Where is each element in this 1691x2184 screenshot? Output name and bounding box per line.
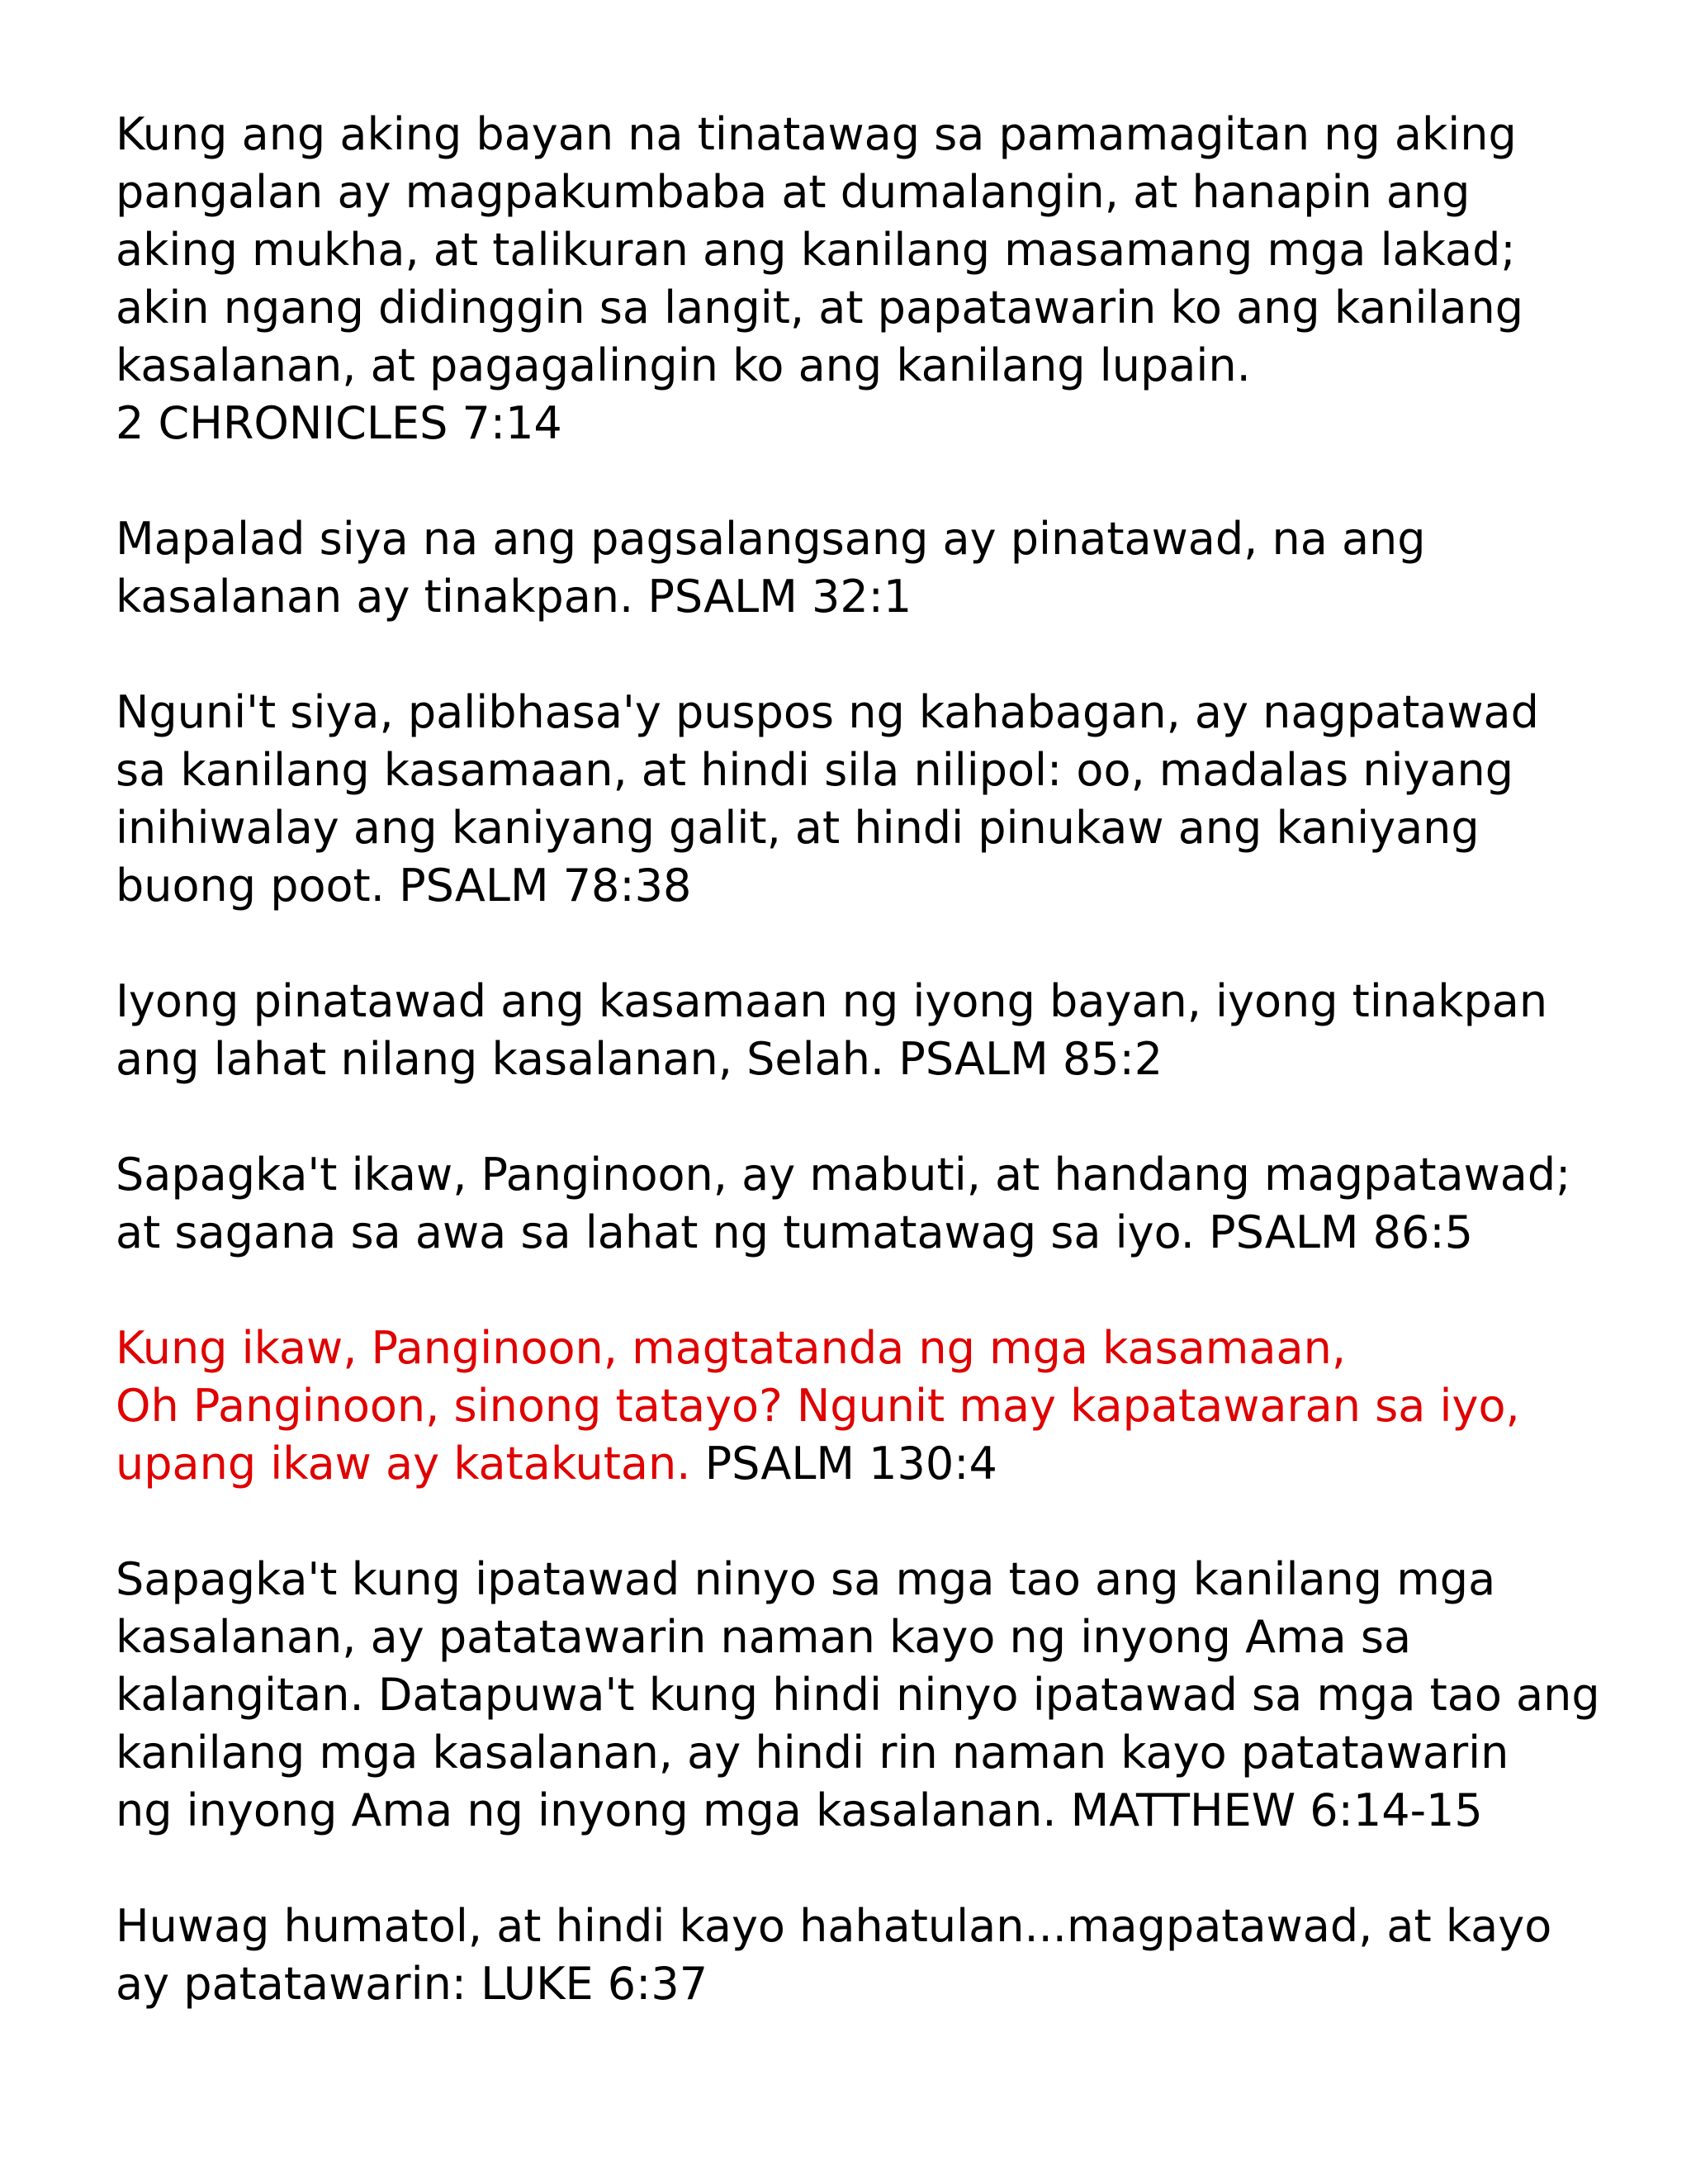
verse-reference: PSALM 85:2 (898, 1033, 1163, 1085)
verse-reference: 2 CHRONICLES 7:14 (116, 397, 562, 449)
verse-line: kasalanan, at pagagalingin ko ang kanilang lupain. (116, 339, 1251, 391)
verse-line: kanilang mga kasalanan, ay hindi rin naman kayo patatawarin (116, 1727, 1509, 1779)
verse-text: ang lahat nilang kasalanan, Selah. (116, 1033, 885, 1085)
verse-text: ng inyong Ama ng inyong mga kasalanan. (116, 1784, 1057, 1836)
verse-passage (116, 684, 1668, 915)
verse-line: akin ngang didinggin sa langit, at papatawarin ko ang kanilang (116, 282, 1524, 334)
verse-line: Huwag humatol, at hindi kayo hahatulan...magpatawad, at kayo (116, 1900, 1552, 1952)
verse-reference: PSALM 32:1 (647, 571, 912, 623)
verse-line: kasalanan, ay patatawarin naman kayo ng inyong Ama sa (116, 1611, 1412, 1663)
verse-text: ay patatawarin: (116, 1958, 467, 2010)
verse-reference: PSALM 86:5 (1209, 1206, 1473, 1258)
verse-line: aking mukha, at talikuran ang kanilang masamang mga lakad; (116, 224, 1516, 276)
verse-line-with-reference (116, 1955, 1668, 2013)
verse-line: Sapagka't kung ipatawad ninyo sa mga tao ang kanilang mga (116, 1553, 1496, 1605)
verse-text: at sagana sa awa sa lahat ng tumatawag sa iyo. (116, 1206, 1195, 1258)
verse-reference: MATTHEW 6:14-15 (1070, 1784, 1483, 1836)
highlighted-verse-line: Oh Panginoon, sinong tatayo? Ngunit may kapatawaran sa iyo, (116, 1380, 1520, 1432)
verse-passage (116, 106, 1668, 452)
verse-passage (116, 1897, 1668, 2013)
verse-passage (116, 973, 1668, 1088)
verse-line-with-reference (116, 568, 1668, 626)
verse-reference: LUKE 6:37 (481, 1958, 708, 2010)
verse-line: pangalan ay magpakumbaba at dumalangin, at hanapin ang (116, 166, 1471, 218)
document-page (116, 106, 1668, 2071)
highlighted-verse-passage (116, 1319, 1668, 1493)
verse-text: buong poot. (116, 860, 385, 912)
highlighted-verse-line: Kung ikaw, Panginoon, magtatanda ng mga kasamaan, (116, 1322, 1346, 1374)
verse-reference: PSALM 130:4 (704, 1438, 997, 1490)
verse-line: Iyong pinatawad ang kasamaan ng iyong bayan, iyong tinakpan (116, 975, 1548, 1027)
verse-line-with-reference (116, 1782, 1668, 1840)
verse-passage (116, 510, 1668, 626)
verse-line-with-reference (116, 1030, 1668, 1088)
verse-line: Kung ang aking bayan na tinatawag sa pamamagitan ng aking (116, 108, 1517, 160)
verse-passage (116, 1551, 1668, 1840)
verse-line-with-reference (116, 1435, 1668, 1493)
verse-line: Mapalad siya na ang pagsalangsang ay pinatawad, na ang (116, 513, 1426, 565)
verse-line: kalangitan. Datapuwa't kung hindi ninyo ipatawad sa mga tao ang (116, 1669, 1600, 1721)
verse-reference: PSALM 78:38 (399, 860, 692, 912)
verse-passage (116, 1146, 1668, 1262)
verse-line: Sapagka't ikaw, Panginoon, ay mabuti, at handang magpatawad; (116, 1149, 1571, 1201)
verse-line: Nguni't siya, palibhasa'y puspos ng kahabagan, ay nagpatawad (116, 686, 1539, 738)
verse-line-with-reference (116, 857, 1668, 915)
verse-line-with-reference (116, 1204, 1668, 1262)
verse-text: kasalanan ay tinakpan. (116, 571, 634, 623)
highlighted-verse-text: upang ikaw ay katakutan. (116, 1438, 691, 1490)
verse-line: inihiwalay ang kaniyang galit, at hindi pinukaw ang kaniyang (116, 802, 1480, 854)
verse-line: sa kanilang kasamaan, at hindi sila nilipol: oo, madalas niyang (116, 744, 1514, 796)
